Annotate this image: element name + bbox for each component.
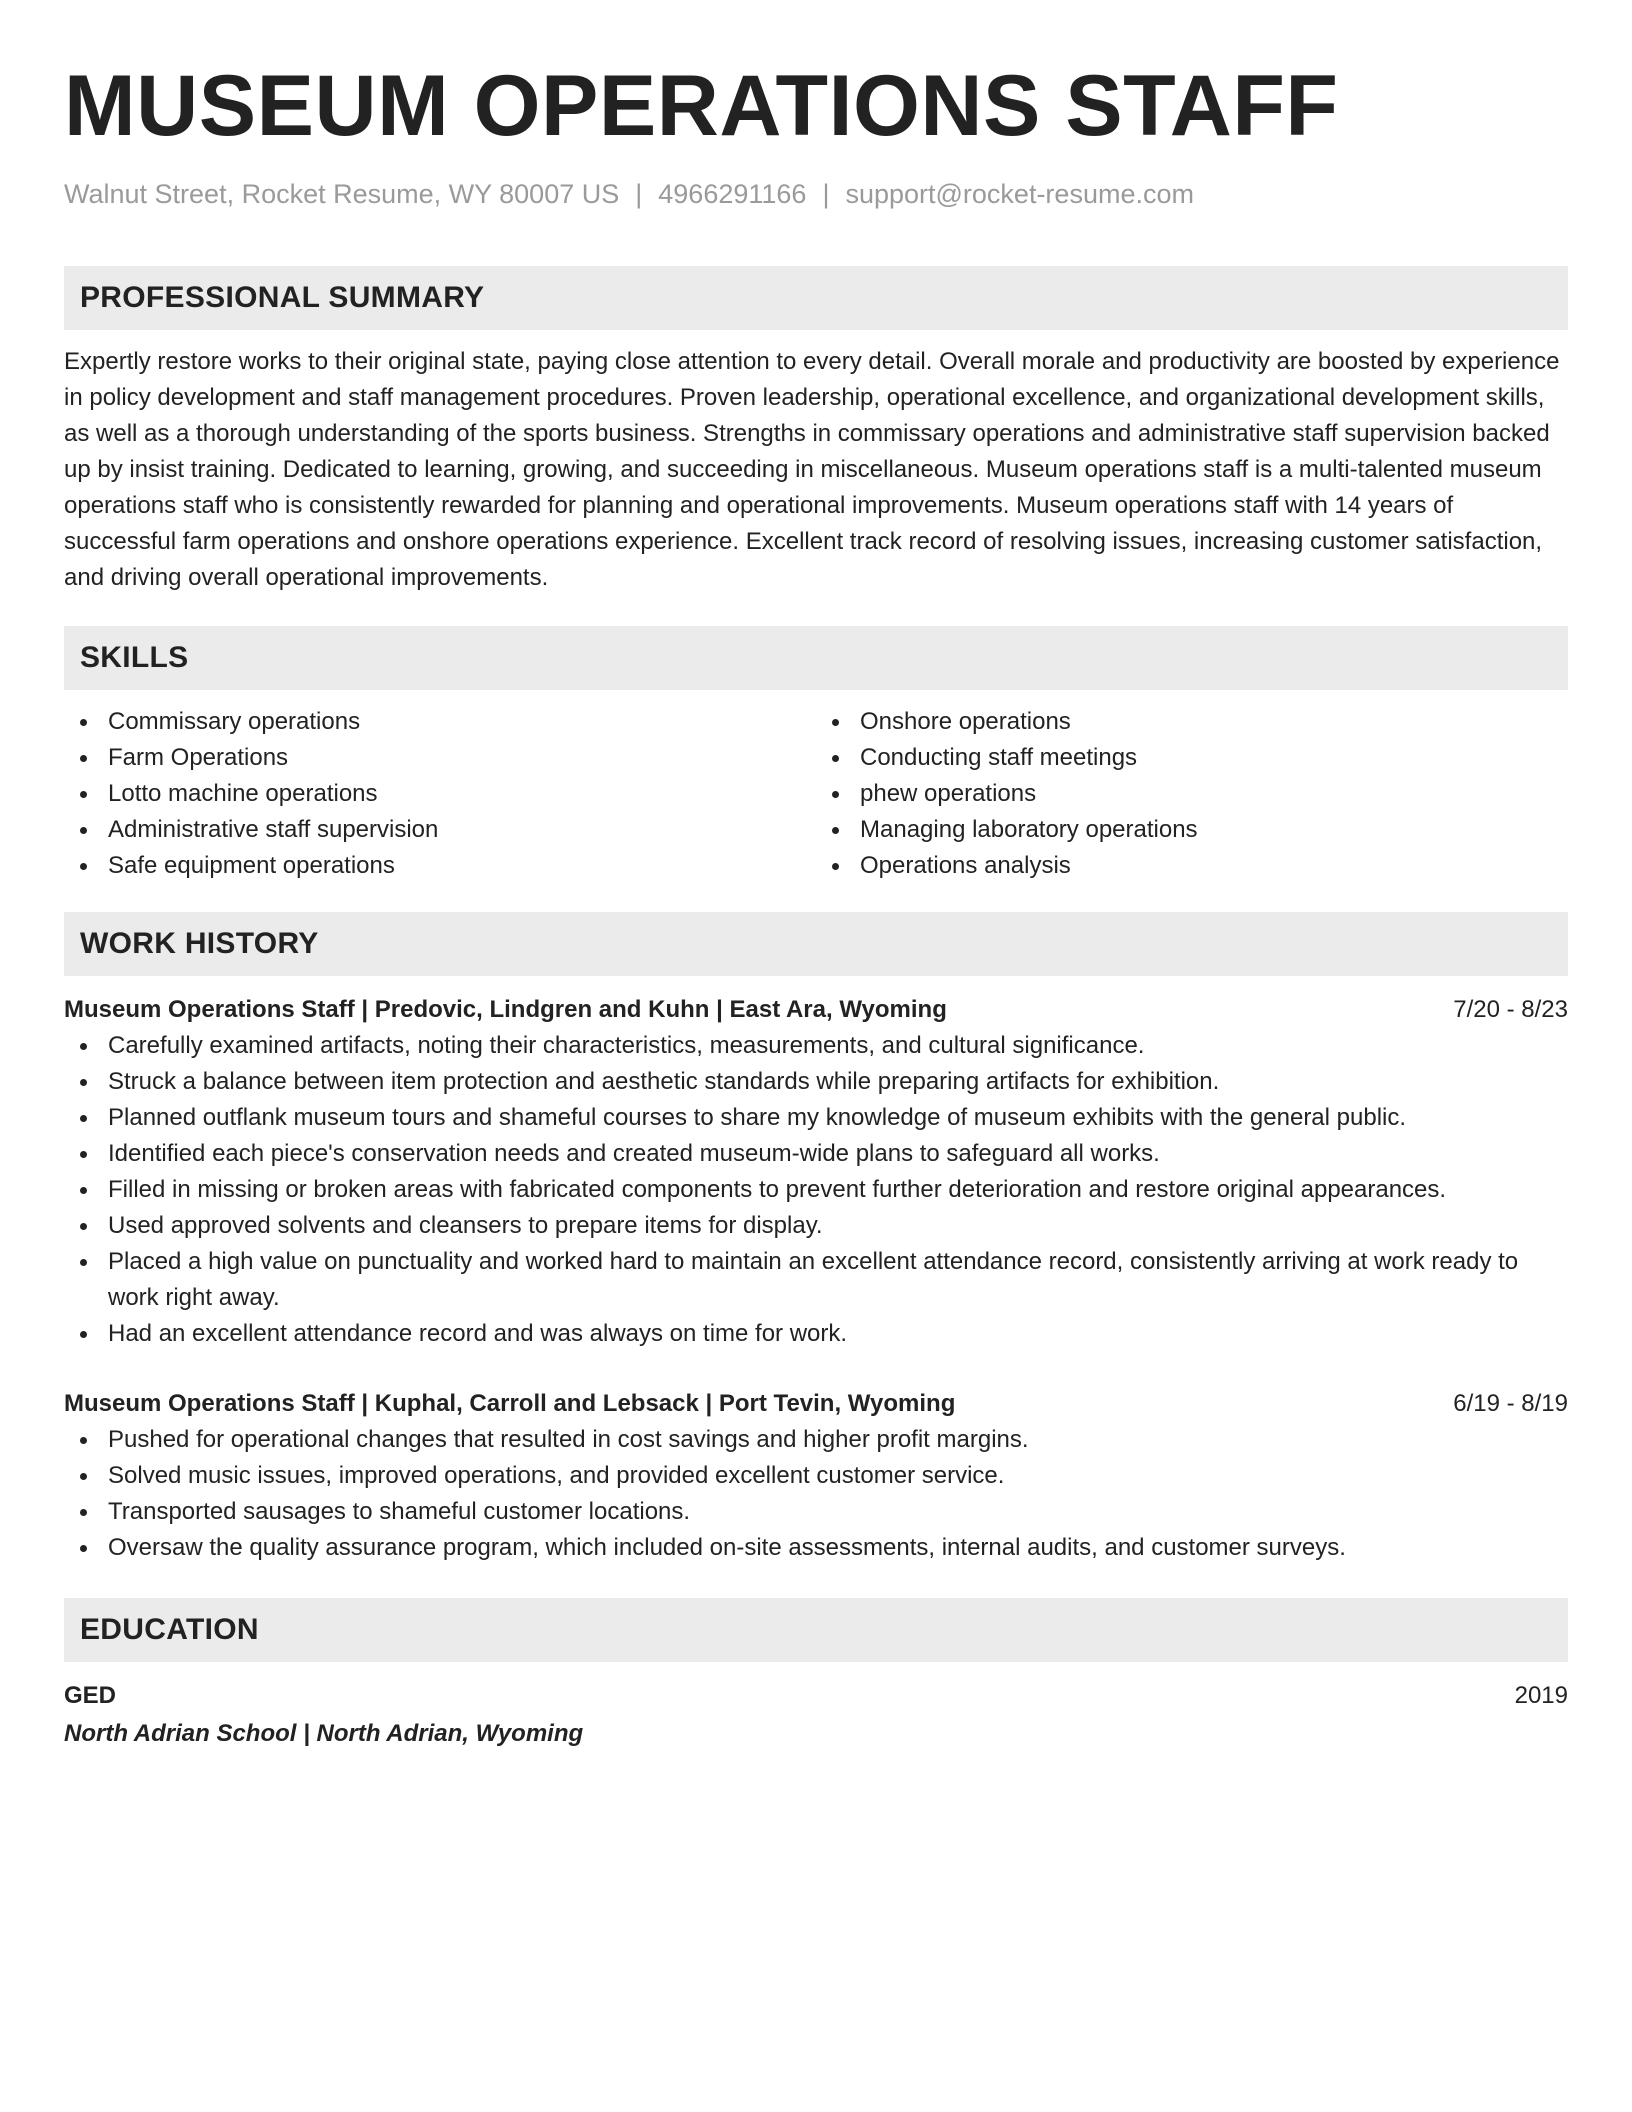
contact-email: support@rocket-resume.com — [845, 179, 1194, 209]
job-bullet — [64, 1100, 1568, 1136]
skill-label: Lotto machine operations — [108, 780, 378, 807]
job-header — [64, 992, 1568, 1028]
skill-item — [64, 848, 816, 884]
skills-column-left — [64, 704, 816, 884]
skill-label: Administrative staff supervision — [108, 816, 439, 843]
job-title: Museum Operations Staff | Kuphal, Carroll and Lebsack | Port Tevin, Wyoming — [64, 1390, 956, 1417]
job-bullet — [64, 1422, 1568, 1458]
skill-label: Conducting staff meetings — [860, 744, 1138, 771]
job-bullet — [64, 1208, 1568, 1244]
job-dates: 7/20 - 8/23 — [1453, 996, 1568, 1023]
contact-separator: | — [822, 179, 830, 209]
bullet-icon — [80, 1509, 87, 1516]
bullet-icon — [80, 827, 87, 834]
education-year: 2019 — [1514, 1682, 1568, 1709]
contact-line — [64, 176, 1568, 212]
bullet-icon — [832, 827, 839, 834]
skill-item — [816, 848, 1568, 884]
bullet-text: Pushed for operational changes that resulted in cost savings and higher profit margins. — [108, 1426, 1029, 1453]
skill-item — [816, 704, 1568, 740]
section-title: PROFESSIONAL SUMMARY — [80, 281, 485, 314]
bullet-text: Had an excellent attendance record and was always on time for work. — [108, 1320, 848, 1347]
bullet-icon — [80, 1437, 87, 1444]
skills-grid — [64, 704, 1568, 884]
bullet-icon — [80, 1151, 87, 1158]
bullet-text: Solved music issues, improved operations, and provided excellent customer service. — [108, 1462, 1005, 1489]
job-dates: 6/19 - 8/19 — [1453, 1390, 1568, 1417]
bullet-text: Struck a balance between item protection and aesthetic standards while preparing artifacts for exhibition. — [108, 1068, 1220, 1095]
skill-item — [64, 740, 816, 776]
job-bullet-list — [64, 1028, 1568, 1352]
bullet-icon — [80, 1473, 87, 1480]
bullet-icon — [80, 719, 87, 726]
skill-label: Commissary operations — [108, 708, 361, 735]
bullet-icon — [80, 1187, 87, 1194]
summary-paragraph: Expertly restore works to their original state, paying close attention to every detail. Overall morale and productivity are boosted by experience in policy development and staff management procedures. Proven leadership, operational excellence, and organizational development skills, as well as a thorough understanding of the sports business. Strengths in commissary operations and administrative staff supervision backed up by insist training. Dedicated to learning, growing, and succeeding in miscellaneous. Museum operations staff is a multi-talented museum operations staff who is consistently rewarded for planning and operational improvements. Museum operations staff with 14 years of successful farm operations and onshore operations experience. Excellent track record of resolving issues, increasing customer satisfaction, and driving overall operational improvements. — [64, 348, 1560, 591]
skill-label: Safe equipment operations — [108, 852, 395, 879]
contact-address: Walnut Street, Rocket Resume, WY 80007 US — [64, 179, 620, 209]
job-bullet — [64, 1244, 1568, 1316]
skill-label: Managing laboratory operations — [860, 816, 1198, 843]
bullet-icon — [832, 791, 839, 798]
bullet-text: Planned outflank museum tours and shameful courses to share my knowledge of museum exhibits with the general public. — [108, 1104, 1407, 1131]
job-entry — [64, 992, 1568, 1352]
bullet-text: Placed a high value on punctuality and worked hard to maintain an excellent attendance record, consistently arriving at work ready to work right away. — [108, 1248, 1519, 1311]
bullet-text: Carefully examined artifacts, noting their characteristics, measurements, and cultural significance. — [108, 1032, 1145, 1059]
skill-label: Farm Operations — [108, 744, 289, 771]
bullet-text: Transported sausages to shameful customer locations. — [108, 1498, 691, 1525]
job-bullet — [64, 1316, 1568, 1352]
bullet-icon — [832, 719, 839, 726]
section-header-work-history — [64, 912, 1568, 976]
education-degree: GED — [64, 1682, 117, 1709]
job-header — [64, 1386, 1568, 1422]
job-bullet — [64, 1494, 1568, 1530]
bullet-text: Filled in missing or broken areas with fabricated components to prevent further deterioration and restore original appearances. — [108, 1176, 1447, 1203]
bullet-icon — [80, 1115, 87, 1122]
section-title: EDUCATION — [80, 1613, 259, 1646]
section-header-education — [64, 1598, 1568, 1662]
bullet-icon — [80, 1545, 87, 1552]
bullet-icon — [80, 863, 87, 870]
contact-phone: 4966291166 — [658, 179, 807, 209]
job-bullet-list — [64, 1422, 1568, 1566]
section-header-skills — [64, 626, 1568, 690]
skill-label: Operations analysis — [860, 852, 1071, 879]
job-bullet — [64, 1136, 1568, 1172]
job-title: Museum Operations Staff | Predovic, Lindgren and Kuhn | East Ara, Wyoming — [64, 996, 947, 1023]
education-header — [64, 1678, 1568, 1714]
section-title: WORK HISTORY — [80, 927, 319, 960]
skill-item — [64, 812, 816, 848]
job-entry — [64, 1386, 1568, 1566]
bullet-icon — [80, 755, 87, 762]
bullet-icon — [80, 1259, 87, 1266]
section-title: SKILLS — [80, 641, 189, 674]
section-header-summary — [64, 266, 1568, 330]
bullet-icon — [832, 863, 839, 870]
bullet-text: Identified each piece's conservation needs and created museum-wide plans to safeguard all works. — [108, 1140, 1160, 1167]
skill-label: phew operations — [860, 780, 1037, 807]
skill-item — [816, 776, 1568, 812]
job-bullet — [64, 1028, 1568, 1064]
skills-column-right — [816, 704, 1568, 884]
skill-item — [816, 812, 1568, 848]
bullet-icon — [80, 1331, 87, 1338]
job-bullet — [64, 1064, 1568, 1100]
job-bullet — [64, 1172, 1568, 1208]
skill-item — [64, 704, 816, 740]
skill-item — [816, 740, 1568, 776]
bullet-icon — [832, 755, 839, 762]
education-school: North Adrian School | North Adrian, Wyoming — [64, 1720, 584, 1747]
job-bullet — [64, 1530, 1568, 1566]
skill-label: Onshore operations — [860, 708, 1071, 735]
bullet-text: Oversaw the quality assurance program, which included on-site assessments, internal audits, and customer surveys. — [108, 1534, 1346, 1561]
bullet-text: Used approved solvents and cleansers to prepare items for display. — [108, 1212, 823, 1239]
job-bullet — [64, 1458, 1568, 1494]
bullet-icon — [80, 1043, 87, 1050]
bullet-icon — [80, 1223, 87, 1230]
candidate-name: MUSEUM OPERATIONS STAFF — [64, 58, 1339, 154]
bullet-icon — [80, 791, 87, 798]
skill-item — [64, 776, 816, 812]
bullet-icon — [80, 1079, 87, 1086]
contact-separator: | — [635, 179, 643, 209]
